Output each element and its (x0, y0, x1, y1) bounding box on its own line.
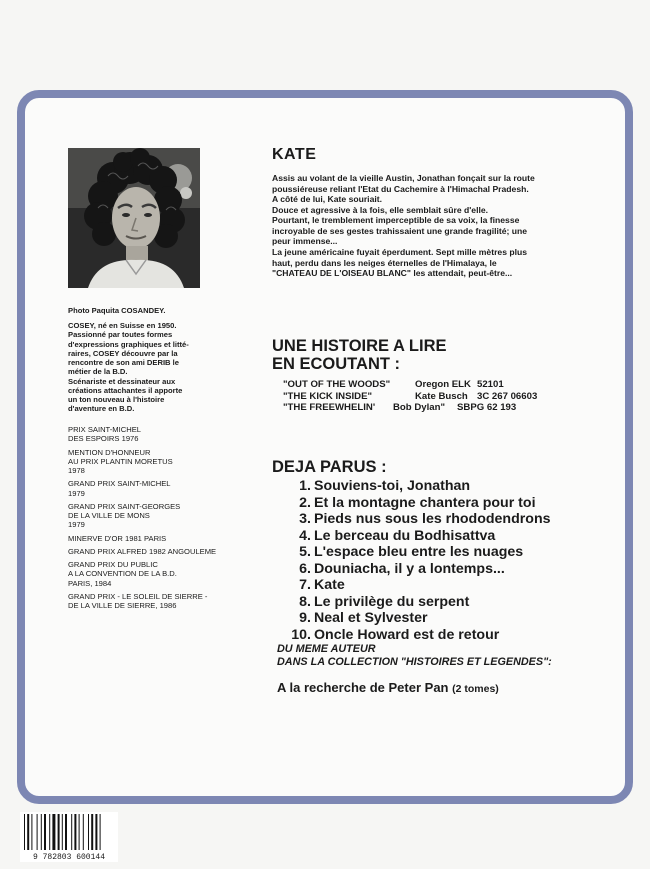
barcode-bar (88, 814, 89, 850)
track-ref: 3C 267 06603 (477, 390, 538, 402)
prize-line: DES ESPOIRS 1976 (68, 434, 139, 444)
book-title: Kate (314, 577, 345, 594)
barcode-bar (58, 814, 60, 850)
barcode-bar (52, 814, 55, 850)
prize-line: 1979 (68, 520, 85, 530)
prize-line: MINERVE D'OR 1981 PARIS (68, 533, 167, 543)
book-title: Souviens-toi, Jonathan (314, 478, 471, 494)
story-synopsis (272, 173, 612, 279)
bio-line: un ton nouveau à l'histoire (68, 395, 165, 404)
prize-line: PRIX SAINT-MICHEL (68, 425, 141, 434)
barcode-bar (74, 814, 76, 850)
prize-item (68, 560, 238, 588)
book-number: 8. (299, 593, 311, 610)
deja-parus-heading: DEJA PARUS : (272, 458, 387, 476)
book-title: Et la montagne chantera pour toi (314, 494, 536, 511)
book-title: Neal et Sylvester (314, 610, 428, 627)
prize-item (68, 547, 238, 556)
prize-item (68, 592, 238, 611)
prize-line: A LA CONVENTION DE LA B.D. (68, 569, 177, 579)
barcode-bar (44, 814, 46, 850)
synopsis-line: incroyable de ses gestes trahissaient une grande fragilité; une (272, 225, 528, 236)
bio-line: d'aventure en B.D. (68, 404, 135, 414)
same-author-line: DU MEME AUTEUR (277, 643, 376, 655)
book-title: Douniacha, il y a lontemps... (314, 560, 505, 577)
book-item (270, 627, 610, 644)
book-item (270, 495, 610, 512)
track-title: "THE FREEWHELIN' (283, 402, 376, 414)
book-title: Pieds nus sous les rhododendrons (314, 511, 551, 528)
prize-line: 1978 (68, 466, 85, 475)
same-author-book-note: (2 tomes) (452, 683, 499, 695)
book-item (270, 511, 610, 528)
barcode-bar (24, 814, 25, 850)
prize-line: DE LA VILLE DE SIERRE, 1986 (68, 601, 177, 610)
track-ref: SBPG 62 193 (457, 402, 517, 414)
synopsis-line: poussiéreuse reliant l'Etat du Cachemire à l'Himachal Pradesh. (272, 183, 529, 194)
same-author-book-title: A la recherche de Peter Pan (277, 680, 449, 695)
book-number: 6. (299, 560, 311, 577)
same-author-book (277, 680, 617, 695)
track-list (283, 379, 623, 414)
book-item (270, 594, 610, 611)
track-artist: Oregon ELK (415, 379, 471, 390)
barcode-bar (65, 814, 67, 850)
prize-line: 1979 (68, 488, 85, 498)
prize-item (68, 425, 238, 444)
same-author-heading (277, 643, 617, 670)
book-item (270, 528, 610, 545)
author-photo (68, 148, 200, 288)
same-author-line: DANS LA COLLECTION "HISTOIRES ET LEGENDES": (277, 656, 552, 669)
prize-line: MENTION D'HONNEUR (68, 447, 151, 457)
prize-line: DE LA VILLE DE MONS (68, 511, 150, 520)
prizes-list (68, 425, 238, 614)
listen-heading-line: UNE HISTOIRE A LIRE (272, 337, 447, 355)
book-number: 1. (299, 478, 311, 494)
barcode-bar (91, 814, 93, 850)
barcode-bars (20, 812, 118, 852)
prize-line: GRAND PRIX DU PUBLIC (68, 560, 158, 569)
track-row (283, 391, 623, 403)
barcode (20, 812, 118, 862)
synopsis-line: Pourtant, le tremblement imperceptible de sa voix, la finesse (272, 215, 520, 226)
barcode-bar (31, 814, 32, 850)
prize-line: PARIS, 1984 (68, 578, 112, 588)
book-number: 9. (299, 610, 311, 627)
bio-line: métier de la B.D. (68, 367, 128, 377)
prize-line: GRAND PRIX ALFRED 1982 ANGOULEME (68, 546, 217, 556)
prize-item (68, 448, 238, 476)
barcode-bar (37, 814, 38, 850)
barcode-bar (83, 814, 84, 850)
book-number: 5. (299, 544, 311, 561)
book-item (270, 577, 610, 594)
prize-line: AU PRIX PLANTIN MORETUS (68, 456, 173, 466)
barcode-bar (41, 814, 42, 850)
bio-line: Passionné par toutes formes (68, 330, 173, 340)
track-row (283, 402, 623, 414)
track-artist: Kate Busch (415, 390, 468, 402)
track-row (283, 379, 623, 391)
bio-line: d'expressions graphiques et litté- (68, 339, 189, 349)
book-item (270, 561, 610, 578)
bio-line: COSEY, né en Suisse en 1950. (68, 321, 177, 330)
book-item (270, 544, 610, 561)
book-number: 7. (299, 577, 311, 594)
story-title: KATE (272, 146, 317, 163)
barcode-bar (71, 814, 72, 850)
listen-heading-line: EN ECOUTANT : (272, 355, 401, 374)
bio-line: rencontre de son ami DERIB le (68, 358, 179, 367)
barcode-bar (95, 814, 97, 850)
photo-credit: Photo Paquita COSANDEY. (68, 306, 166, 315)
prize-line: GRAND PRIX SAINT-MICHEL (68, 479, 171, 489)
book-number: 3. (299, 511, 311, 528)
book-title: Le privilège du serpent (314, 593, 470, 610)
book-item (270, 478, 610, 495)
barcode-bar (100, 814, 101, 850)
book-number: 4. (299, 527, 311, 544)
track-artist: Bob Dylan" (393, 402, 445, 414)
prize-line: GRAND PRIX - LE SOLEIL DE SIERRE - (68, 591, 208, 601)
book-item (270, 610, 610, 627)
author-bio (68, 321, 238, 414)
book-title: Oncle Howard est de retour (314, 626, 500, 643)
book-list (270, 478, 610, 643)
barcode-bar (62, 814, 63, 850)
synopsis-line: "CHATEAU DE L'OISEAU BLANC" les attendait, peut-être... (272, 268, 513, 279)
track-ref: 52101 (477, 379, 504, 390)
barcode-bar (27, 814, 29, 850)
bio-line: créations attachantes il apporte (68, 385, 183, 395)
synopsis-line: A côté de lui, Kate souriait. (272, 194, 382, 205)
bio-line: raires, COSEY découvre par la (68, 348, 178, 358)
synopsis-line: Assis au volant de la vieille Austin, Jonathan fonçait sur la route (272, 173, 535, 183)
synopsis-line: La jeune américaine fuyait éperdument. Sept mille mètres plus (272, 246, 528, 257)
book-title: Le berceau du Bodhisattva (314, 527, 496, 544)
synopsis-line: haut, perdu dans les neiges éternelles de l'Himalaya, le (272, 257, 497, 268)
track-title: "OUT OF THE WOODS" (283, 379, 391, 390)
book-number: 10. (291, 626, 311, 643)
barcode-bar (79, 814, 80, 850)
bio-line: Scénariste et dessinateur aux (68, 376, 176, 386)
prize-item (68, 479, 238, 498)
book-title: L'espace bleu entre les nuages (314, 544, 524, 561)
barcode-bar (49, 814, 50, 850)
prize-line: GRAND PRIX SAINT-GEORGES (68, 501, 181, 511)
synopsis-line: peur immense... (272, 236, 338, 247)
listen-heading (272, 337, 612, 374)
book-number: 2. (299, 494, 311, 511)
barcode-number: 9 782803 600144 (20, 853, 118, 862)
prize-item (68, 534, 238, 543)
track-title: "THE KICK INSIDE" (283, 390, 373, 402)
synopsis-line: Douce et agressive à la fois, elle semblait sûre d'elle. (272, 204, 489, 215)
prize-item (68, 502, 238, 530)
